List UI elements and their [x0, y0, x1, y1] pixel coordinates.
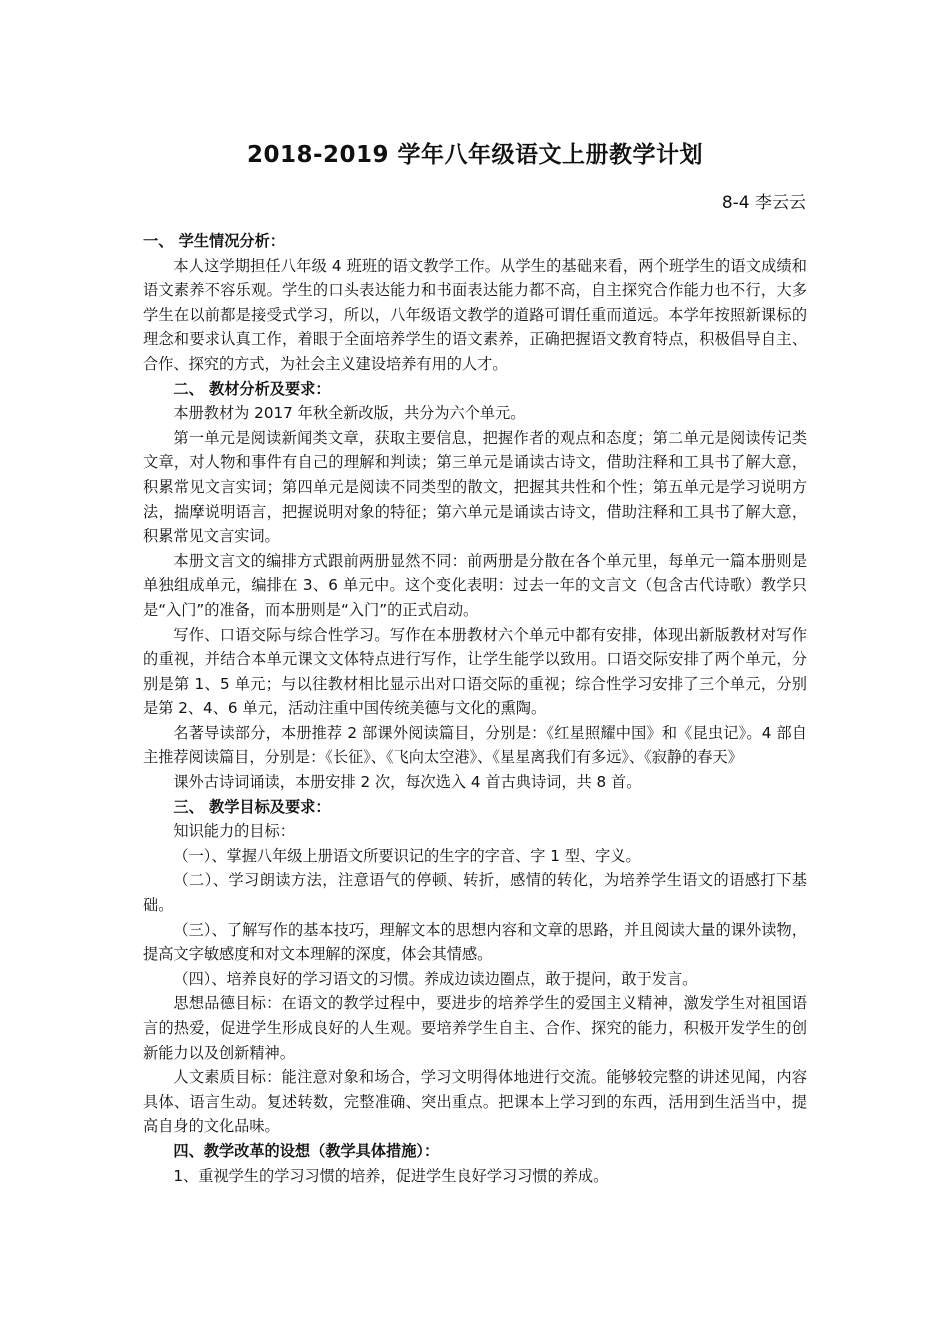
section-heading-4: 四、教学改革的设想（教学具体措施）：: [173, 1141, 440, 1160]
paragraph: 写作、口语交际与综合性学习。写作在本册教材六个单元中都有安排，体现出新版教材对写作的重视，并结合本单元课文文体特点进行写作，让学生能学以致用。口语交际安排了两个单元，分别是第 1、5 单元；与以往教材相比显示出对口语交际的重视；综合性学习安排了三个单元，分别是第 2、4、6 单元，活动注重中国传统美德与文化的熏陶。: [143, 625, 807, 718]
paragraph: 人文素质目标：能注意对象和场合，学习文明得体地进行交流。能够较完整的讲述见闻，内容具体、语言生动。复述转数，完整准确、突出重点。把课本上学习到的东西，活用到生活当中，提高自身的文化品味。: [143, 1068, 807, 1136]
paragraph: 课外古诗词诵读，本册安排 2 次，每次选入 4 首古典诗词，共 8 首。: [173, 773, 642, 792]
paragraph: 思想品德目标：在语文的教学过程中，要进步的培养学生的爱国主义精神，激发学生对祖国语言的热爱，促进学生形成良好的人生观。要培养学生自主、合作、探究的能力，积极开发学生的创新能力以及创新精神。: [143, 994, 807, 1062]
goal-item-4: （四）、培养良好的学习语文的习惯。养成边读边圈点，敢于提问，敢于发言。: [173, 969, 698, 988]
section-heading-3: 三、 教学目标及要求：: [173, 797, 331, 816]
paragraph: 第一单元是阅读新闻类文章，获取主要信息，把握作者的观点和态度；第二单元是阅读传记类文章，对人物和事件有自己的理解和判读；第三单元是诵读古诗文，借助注释和工具书了解大意，积累常见文言实词；第四单元是阅读不同类型的散文，把握其共性和个性；第五单元是学习说明方法，揣摩说明语言，把握说明对象的特征；第六单元是诵读古诗文，借助注释和工具书了解大意，积累常见文言实词。: [143, 428, 807, 546]
paragraph: 本册教材为 2017 年秋全新改版，共分为六个单元。: [173, 404, 526, 423]
paragraph: 本人这学期担任八年级 4 班班的语文教学工作。从学生的基础来看，两个班学生的语文成绩和语文素养不容乐观。学生的口头表达能力和书面表达能力都不高，自主探究合作能力也不行，大多学生在以前都是接受式学习，所以，八年级语文教学的道路可谓任重而道远。本学年按照新课标的理念和要求认真工作，着眼于全面培养学生的语文素养，正确把握语文教育特点，积极倡导自主、合作、探究的方式，为社会主义建设培养有用的人才。: [143, 256, 807, 373]
goal-item-1: （一）、掌握八年级上册语文所要识记的生字的字音、字 1 型、字义。: [173, 846, 641, 865]
goal-item-2: （二）、学习朗读方法，注意语气的停顿、转折，感情的转化，为培养学生语文的语感打下基础。: [143, 871, 807, 915]
section-heading-2: 二、 教材分析及要求：: [173, 379, 331, 398]
paragraph: 知识能力的目标：: [173, 822, 295, 841]
goal-item-3: （三）、了解写作的基本技巧，理解文本的思想内容和文章的思路，并且阅读大量的课外读物，提高文字敏感度和对文本理解的深度，体会其情感。: [143, 920, 807, 964]
document-title: 2018-2019 学年八年级语文上册教学计划: [246, 142, 704, 168]
document-body: [143, 229, 807, 1188]
paragraph: 名著导读部分，本册推荐 2 部课外阅读篇目，分别是：《红星照耀中国》和《昆虫记》。4 部自主推荐阅读篇目，分别是：《长征》、《飞向太空港》、《星星离我们有多远》、《寂静的春天》: [143, 723, 807, 767]
paragraph: 本册文言文的编排方式跟前两册显然不同：前两册是分散在各个单元里，每单元一篇本册则是单独组成单元，编排在 3、6 单元中。这个变化表明：过去一年的文言文（包含古代诗歌）教学只是“入门”的准备，而本册则是“入门”的正式启动。: [143, 551, 807, 619]
paragraph: 1、重视学生的学习习惯的培养，促进学生良好学习习惯的养成。: [173, 1166, 609, 1185]
section-heading-1: 一、 学生情况分析：: [143, 232, 285, 250]
author-line: 8-4 李云云: [721, 193, 806, 213]
